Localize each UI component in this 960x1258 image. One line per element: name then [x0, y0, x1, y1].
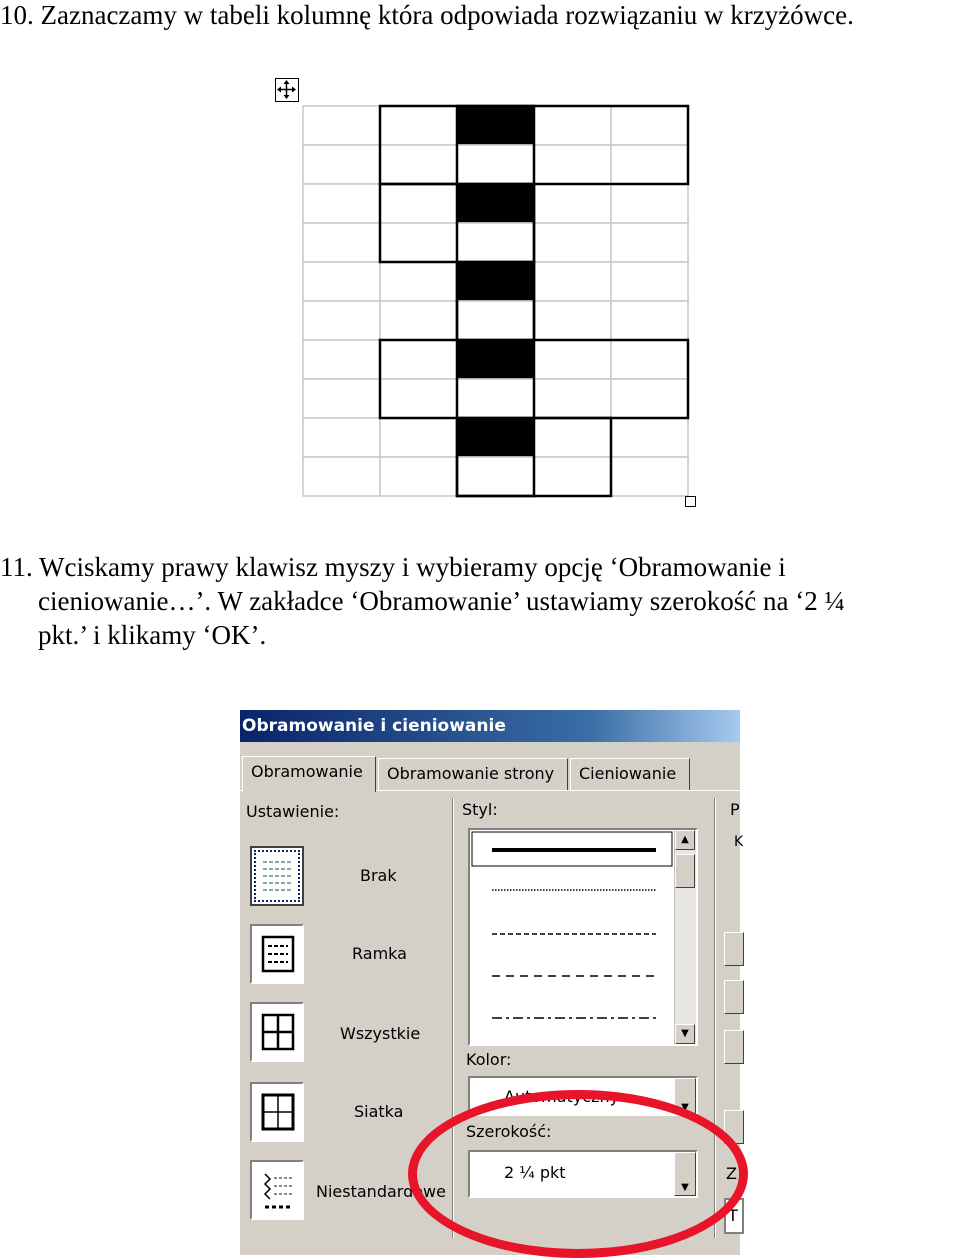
scroll-down-icon[interactable]: ▼ — [675, 1024, 695, 1044]
setting-siatka-label[interactable]: Siatka — [354, 1102, 404, 1121]
apply-to-field-partial[interactable]: T — [724, 1198, 744, 1234]
border-extra-button[interactable] — [724, 1110, 744, 1144]
group-separator — [452, 798, 454, 1238]
setting-siatka-icon[interactable] — [250, 1082, 304, 1142]
crossword-cell — [380, 106, 457, 145]
tab-cieniowanie[interactable]: Cieniowanie — [570, 758, 690, 790]
step-11-line-2: cieniowanie…’. W zakładce ‘Obramowanie’ ustawiamy szerokość na ‘2 ¼ — [38, 586, 845, 616]
border-bottom-button[interactable] — [724, 1030, 744, 1064]
width-select[interactable] — [468, 1150, 698, 1198]
crossword-cell — [303, 418, 380, 457]
crossword-cell — [611, 106, 688, 145]
crossword-cell — [534, 457, 611, 496]
ustawienie-label: Ustawienie: — [246, 802, 340, 821]
crossword-cell — [534, 145, 611, 184]
crossword-cell — [303, 340, 380, 379]
setting-wszystkie-icon[interactable] — [250, 1002, 304, 1062]
preview-separator — [714, 798, 716, 1238]
scroll-up-icon[interactable]: ▲ — [675, 830, 695, 850]
crossword-cell — [380, 418, 457, 457]
tab-obramowanie[interactable]: Obramowanie — [242, 756, 376, 792]
crossword-cell — [380, 301, 457, 340]
border-top-button[interactable] — [724, 932, 744, 966]
line-style-scrollbar[interactable] — [674, 830, 696, 1044]
setting-ramka-label[interactable]: Ramka — [352, 944, 407, 963]
setting-brak-icon[interactable] — [250, 846, 304, 906]
crossword-cell — [303, 379, 380, 418]
crossword-cell — [534, 184, 611, 223]
crossword-cell-shaded — [457, 262, 534, 301]
crossword-table[interactable] — [275, 78, 705, 518]
crossword-cell — [534, 106, 611, 145]
crossword-cell — [611, 223, 688, 262]
crossword-cell — [611, 340, 688, 379]
width-dropdown-icon[interactable]: ▼ — [674, 1152, 696, 1196]
kolor-label: Kolor: — [466, 1050, 512, 1069]
step-10-text: 10. Zaznaczamy w tabeli kolumnę która odpowiada rozwiązaniu w krzyżówce. — [0, 0, 854, 30]
crossword-cell — [380, 379, 457, 418]
resize-handle-icon[interactable] — [685, 496, 696, 507]
crossword-cell — [611, 457, 688, 496]
crossword-cell — [380, 340, 457, 379]
crossword-cell — [611, 301, 688, 340]
crossword-cell — [457, 457, 534, 496]
crossword-cell — [534, 418, 611, 457]
crossword-cell — [534, 262, 611, 301]
crossword-cell-shaded — [457, 340, 534, 379]
dialog-tabs — [240, 756, 740, 790]
apply-to-label-partial: Z — [726, 1164, 737, 1183]
line-style-options[interactable] — [470, 830, 676, 1044]
crossword-cell — [611, 418, 688, 457]
crossword-cell — [380, 223, 457, 262]
setting-ramka-icon[interactable] — [250, 924, 304, 984]
preview-label-partial: P — [730, 800, 740, 819]
tab-obramowanie-strony[interactable]: Obramowanie strony — [378, 758, 568, 790]
crossword-cell — [457, 301, 534, 340]
styl-label: Styl: — [462, 800, 498, 819]
crossword-cell — [303, 457, 380, 496]
crossword-cell — [457, 145, 534, 184]
crossword-cell — [380, 184, 457, 223]
setting-brak-label[interactable]: Brak — [360, 866, 397, 885]
crossword-cell — [380, 457, 457, 496]
crossword-cell — [303, 145, 380, 184]
setting-wszystkie-label[interactable]: Wszystkie — [340, 1024, 421, 1043]
crossword-cell — [534, 379, 611, 418]
crossword-cell — [303, 262, 380, 301]
color-select-value: Automatyczny — [504, 1087, 620, 1106]
crossword-cell — [457, 379, 534, 418]
border-middle-button[interactable] — [724, 980, 744, 1014]
szerokosc-label: Szerokość: — [466, 1122, 552, 1141]
crossword-cell — [457, 223, 534, 262]
width-select-value: 2 ¼ pkt — [504, 1163, 566, 1182]
step-11-line-1: 11. Wciskamy prawy klawisz myszy i wybieramy opcję ‘Obramowanie i — [0, 552, 786, 582]
crossword-cell — [534, 223, 611, 262]
crossword-grid — [275, 78, 705, 518]
color-dropdown-icon[interactable]: ▼ — [674, 1078, 696, 1114]
crossword-cell — [303, 184, 380, 223]
crossword-cell — [611, 184, 688, 223]
crossword-cell — [611, 379, 688, 418]
step-11-text — [0, 550, 960, 652]
setting-niestandardowe-icon[interactable] — [250, 1160, 304, 1220]
crossword-cell — [611, 145, 688, 184]
dialog-title: Obramowanie i cieniowanie — [240, 710, 740, 742]
crossword-cell — [303, 223, 380, 262]
crossword-cell — [303, 106, 380, 145]
scroll-thumb[interactable] — [675, 854, 695, 888]
crossword-cell-shaded — [457, 184, 534, 223]
crossword-cell — [380, 145, 457, 184]
line-style-list[interactable] — [468, 828, 698, 1046]
color-select[interactable] — [468, 1076, 698, 1116]
crossword-cell — [534, 301, 611, 340]
preview-hint-partial: K — [734, 834, 744, 850]
step-11-line-3: pkt.’ i klikamy ‘OK’. — [38, 620, 267, 650]
crossword-cell-shaded — [457, 106, 534, 145]
crossword-cell — [303, 301, 380, 340]
crossword-cell — [380, 262, 457, 301]
setting-niestandardowe-label[interactable]: Niestandardowe — [316, 1182, 446, 1201]
crossword-cell — [611, 262, 688, 301]
crossword-cell — [534, 340, 611, 379]
crossword-cell-shaded — [457, 418, 534, 457]
borders-shading-dialog — [240, 710, 744, 1255]
